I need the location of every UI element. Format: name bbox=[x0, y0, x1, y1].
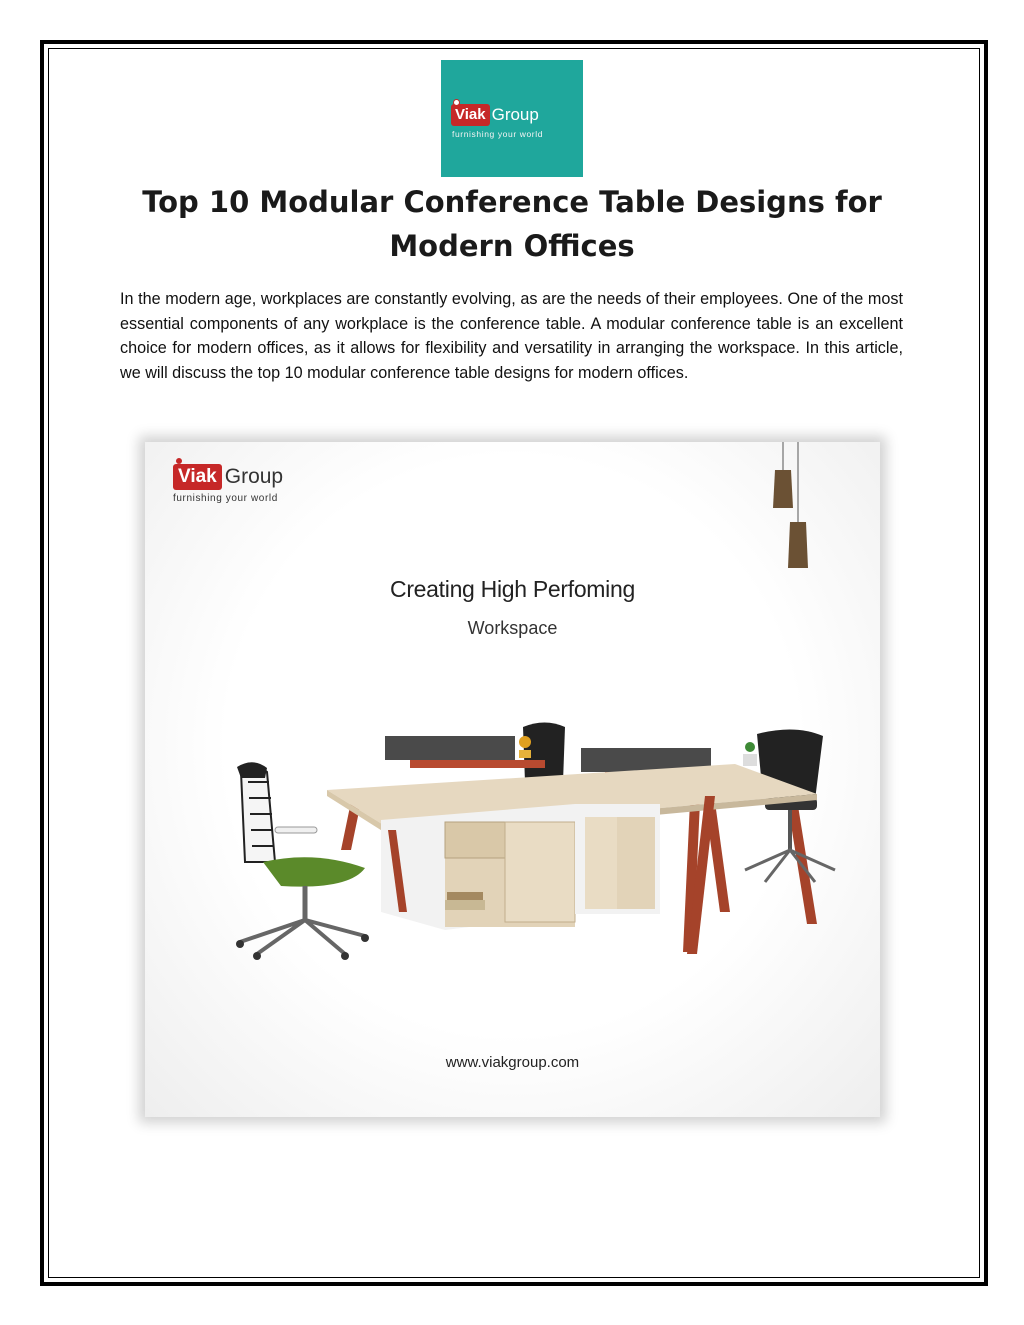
banner-subheadline: Workspace bbox=[467, 618, 558, 638]
hero-banner-image bbox=[145, 442, 880, 1117]
logo-tagline: furnishing your world bbox=[452, 129, 544, 139]
banner-logo-group-text: Group bbox=[224, 465, 284, 488]
logo-viak-box bbox=[451, 104, 490, 126]
banner-headline: Creating High Perfoming bbox=[390, 576, 635, 602]
logo-wordmark bbox=[451, 104, 539, 126]
viakgroup-logo bbox=[441, 60, 583, 177]
desk-cabinet bbox=[381, 804, 660, 930]
logo-group-text: Group bbox=[491, 105, 539, 124]
logo-viak-text: Viak bbox=[455, 106, 486, 123]
pendant-lamp-icon bbox=[773, 442, 808, 568]
banner-website-url: www.viakgroup.com bbox=[445, 1054, 580, 1071]
logo-dot-icon bbox=[453, 99, 460, 106]
banner-logo-tagline: furnishing your world bbox=[173, 493, 278, 504]
article-intro: In the modern age, workplaces are constantly evolving, as are the needs of their employees. One of the most essential components of any workplace is the conference table. A modular conference table is an excellent choice for modern offices, as it allows for flexibility and versatility in arranging the workspace. In this article, we will discuss the top 10 modular conference table designs for modern offices. bbox=[120, 290, 903, 382]
workstation-illustration bbox=[145, 442, 880, 1117]
article-title: Top 10 Modular Conference Table Designs for Modern Offices bbox=[142, 185, 882, 263]
banner-logo-viak-text: Viak bbox=[178, 466, 217, 487]
